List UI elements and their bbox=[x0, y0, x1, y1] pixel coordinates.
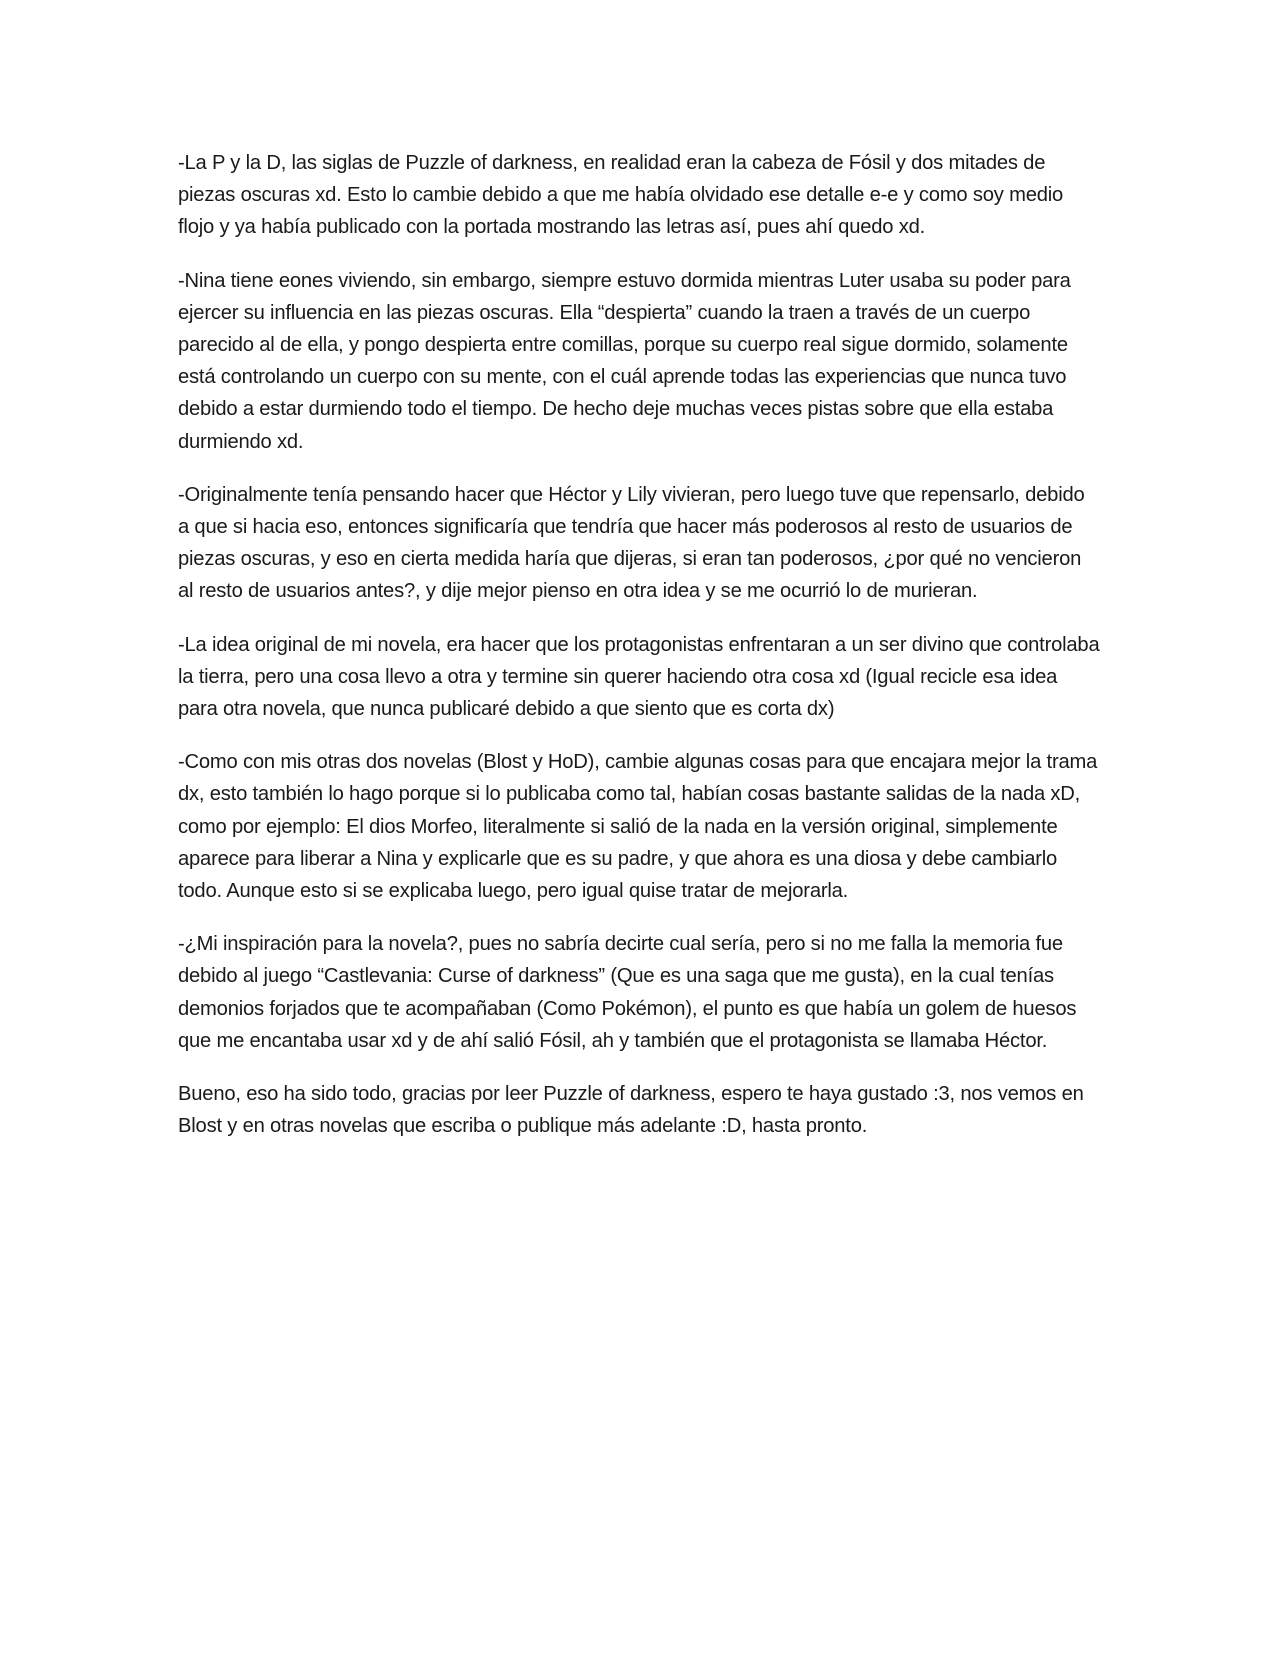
paragraph-nina: -Nina tiene eones viviendo, sin embargo, siempre estuvo dormida mientras Luter usaba su poder para ejercer su influencia en las piezas oscuras. Ella “despierta” cuando la traen a través de un cuerpo parecido al de ella, y pongo despierta entre comillas, porque su cuerpo real sigue dormido, solamente está controlando un cuerpo con su mente, con el cuál aprende todas las experiencias que nunca tuvo debido a estar durmiendo todo el tiempo. De hecho deje muchas veces pistas sobre que ella estaba durmiendo xd. bbox=[178, 269, 1071, 453]
paragraph-inspiration: -¿Mi inspiración para la novela?, pues no sabría decirte cual sería, pero si no me falla la memoria fue debido al juego “Castlevania: Curse of darkness” (Que es una saga que me gusta), en la cual tenías demonios forjados que te acompañaban (Como Pokémon), el punto es que había un golem de huesos que me encantaba usar xd y de ahí salió Fósil, ah y también que el protagonista se llamaba Héctor. bbox=[178, 933, 1077, 1052]
paragraph-hector-lily: -Originalmente tenía pensando hacer que Héctor y Lily vivieran, pero luego tuve que repensarlo, debido a que si hacia eso, entonces significaría que tendría que hacer más poderosos al resto de usuarios de piezas oscuras, y eso en cierta medida haría que dijeras, si eran tan poderosos, ¿por qué no vencieron al resto de usuarios antes?, y dije mejor pienso en otra idea y se me ocurrió lo de murieran. bbox=[178, 483, 1085, 603]
paragraph-closing: Bueno, eso ha sido todo, gracias por leer Puzzle of darkness, espero te haya gustado :3, nos vemos en Blost y en otras novelas que escriba o publique más adelante :D, hasta pronto. bbox=[178, 1083, 1084, 1138]
paragraph-changes: -Como con mis otras dos novelas (Blost y HoD), cambie algunas cosas para que encajara mejor la trama dx, esto también lo hago porque si lo publicaba como tal, habían cosas bastante salidas de la nada xD, como por ejemplo: El dios Morfeo, literalmente si salió de la nada en la versión original, simplemente aparece para liberar a Nina y explicarle que es su padre, y que ahora es una diosa y debe cambiarlo todo. Aunque esto si se explicaba luego, pero igual quise tratar de mejorarla. bbox=[178, 751, 1098, 903]
document-body bbox=[178, 147, 1100, 1163]
paragraph-pd-acronym: -La P y la D, las siglas de Puzzle of darkness, en realidad eran la cabeza de Fósil y dos mitades de piezas oscuras xd. Esto lo cambie debido a que me había olvidado ese detalle e-e y como soy medio flojo y ya había publicado con la portada mostrando las letras así, pues ahí quedo xd. bbox=[178, 152, 1064, 239]
paragraph-original-idea: -La idea original de mi novela, era hacer que los protagonistas enfrentaran a un ser divino que controlaba la tierra, pero una cosa llevo a otra y termine sin querer haciendo otra cosa xd (Igual recicle esa idea para otra novela, que nunca publicaré debido a que siento que es corta dx) bbox=[178, 633, 1100, 721]
